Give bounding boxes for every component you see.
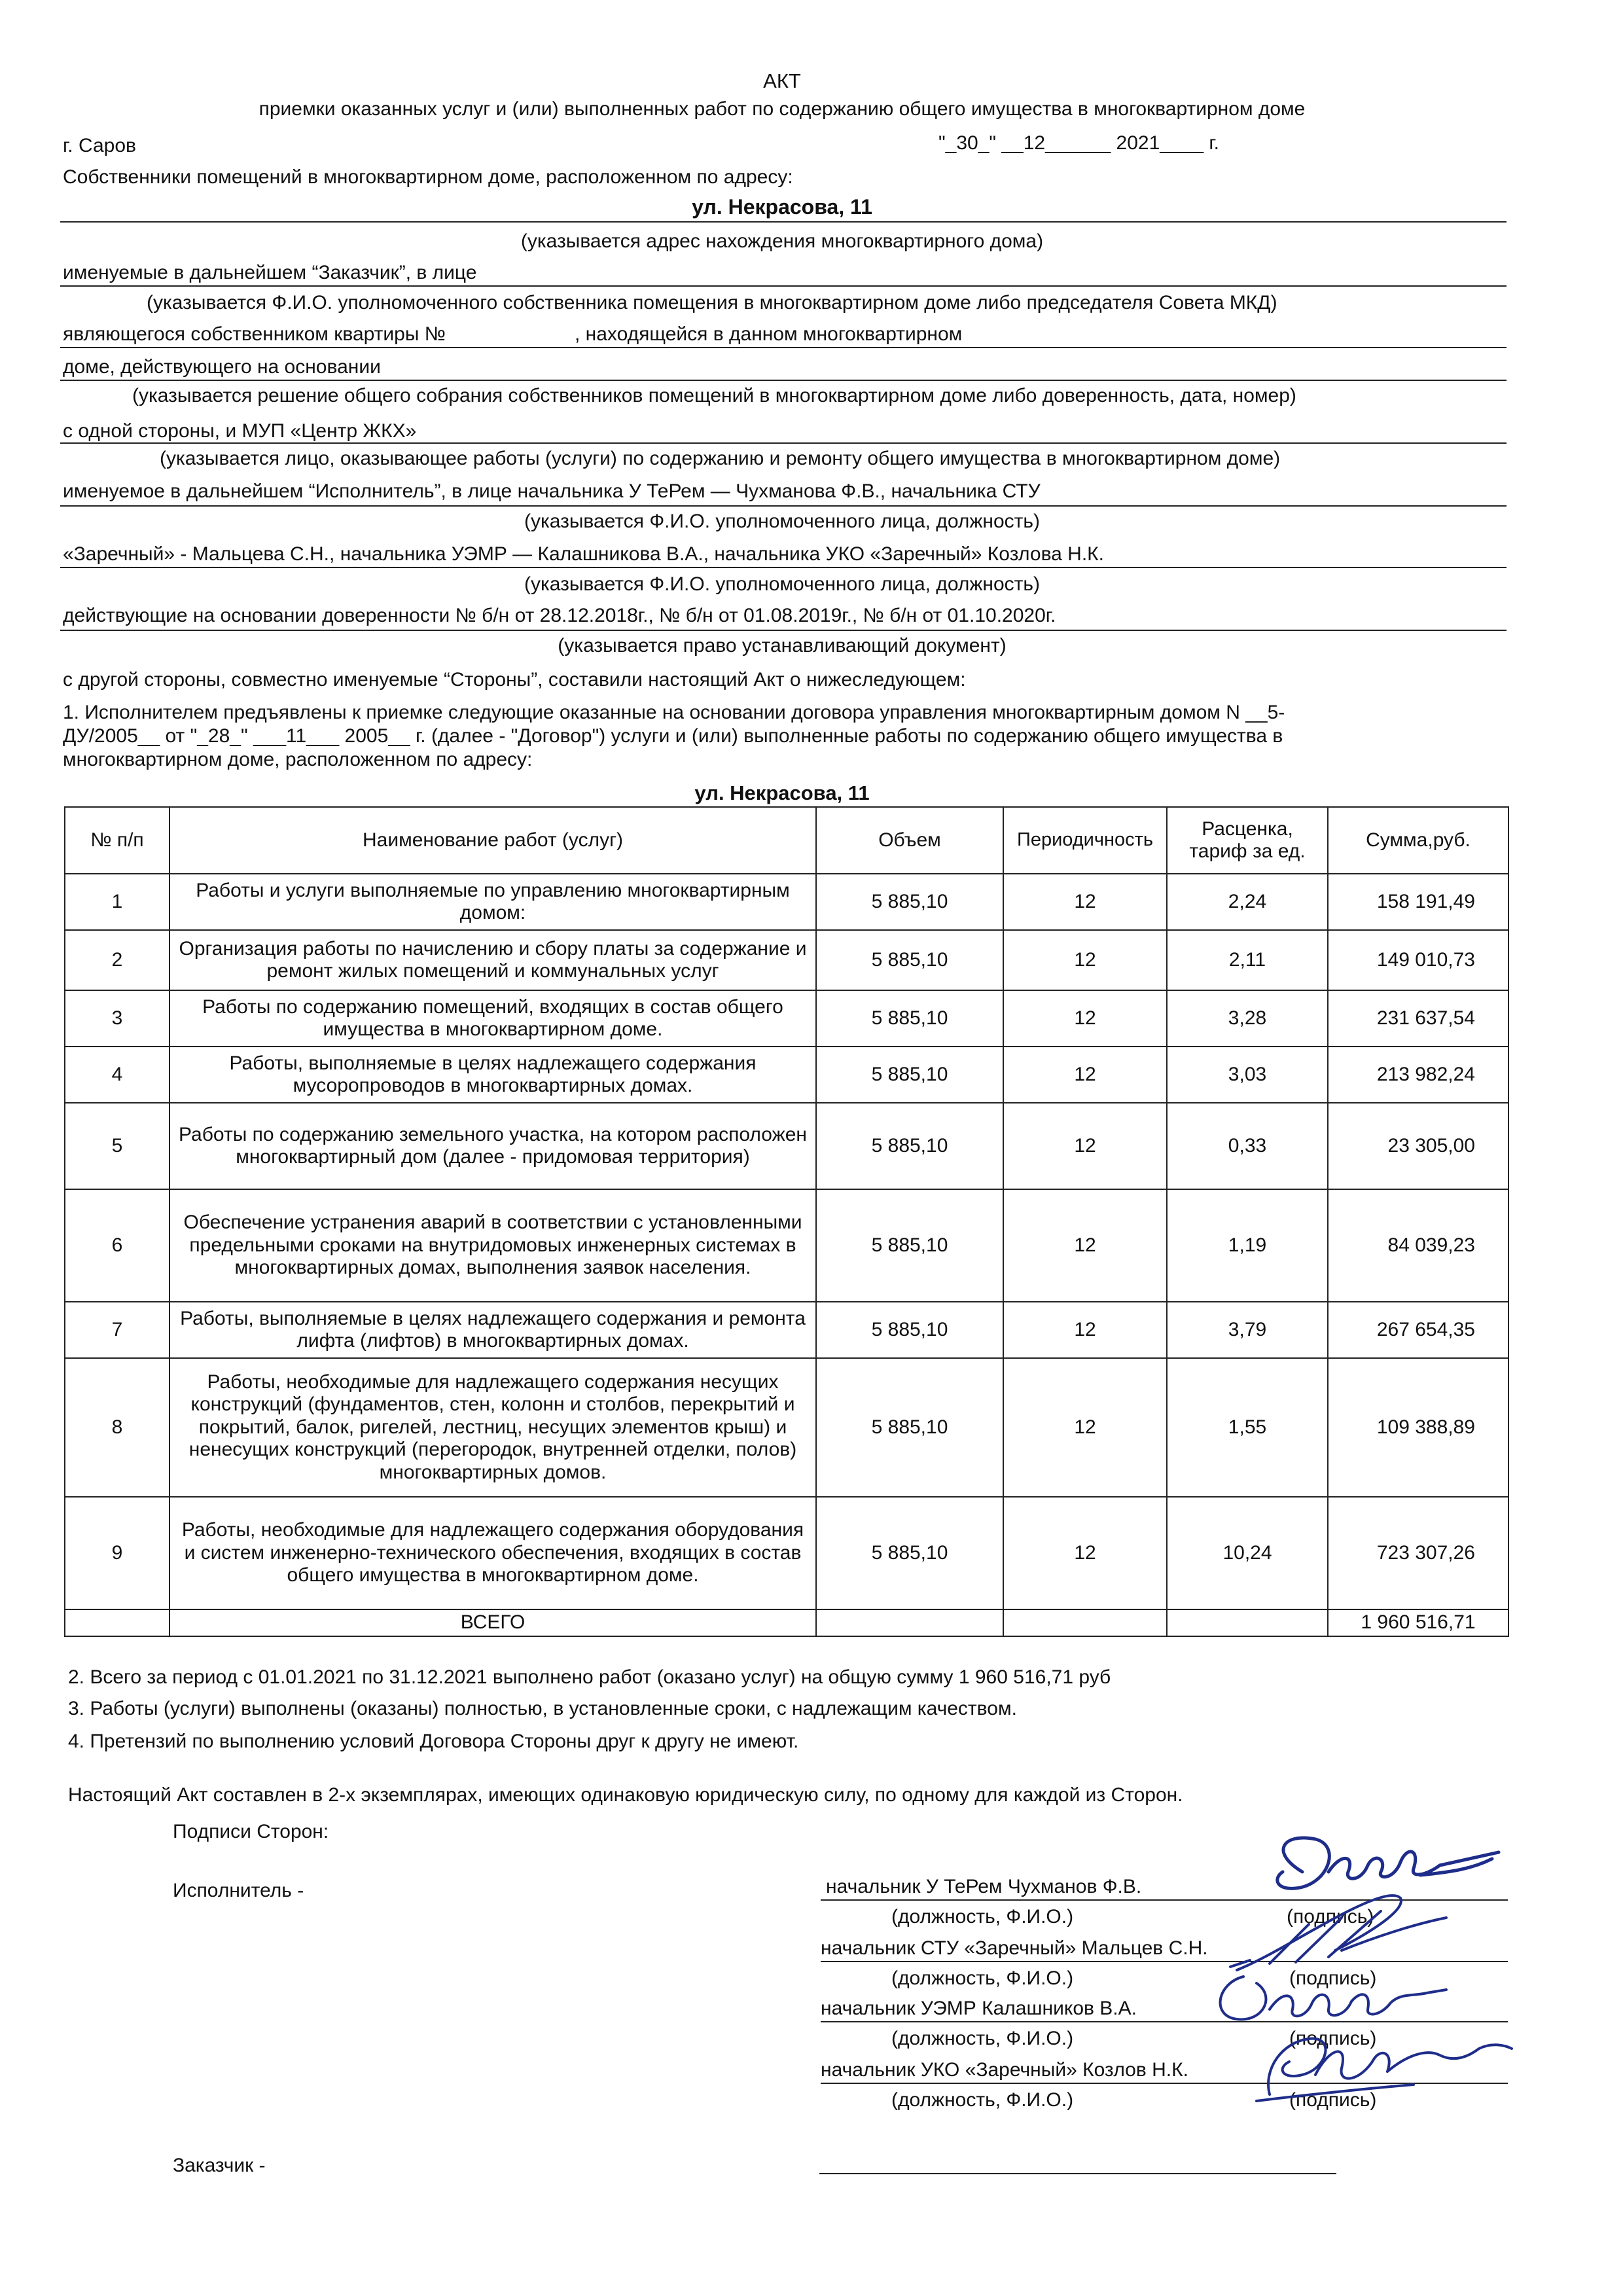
copies-note: Настоящий Акт составлен в 2-х экземплярах, имеющих одинаковую юридическую силу, по одному для каждой из Сторон. — [68, 1784, 1183, 1806]
row-rate: 1,19 — [1167, 1189, 1328, 1302]
owners-intro: Собственники помещений в многоквартирном доме, расположенном по адресу: — [63, 166, 793, 188]
row-num: 7 — [65, 1302, 169, 1358]
signer-2: начальник СТУ «Заречный» Мальцев С.Н. — [821, 1937, 1208, 1959]
col-volume-header: Объем — [816, 807, 1003, 874]
row-volume: 5 885,10 — [816, 930, 1003, 990]
divider — [60, 347, 1507, 348]
row-name: Работы, необходимые для надлежащего содержания несущих конструкций (фундаментов, стен, колонн и столбов, перекрытий и покрытий, балок, ригелей, лестниц, несущих элементов крыш) и ненесущих конструкций (перегородок, внутренней отделки, полов) многоквартирных домов. — [169, 1358, 816, 1497]
table-row — [65, 1358, 1508, 1497]
row-volume: 5 885,10 — [816, 1189, 1003, 1302]
signer-4: начальник УКО «Заречный» Козлов Н.К. — [821, 2059, 1188, 2081]
customer-line: именуемые в дальнейшем “Заказчик”, в лице — [63, 262, 477, 283]
row-period: 12 — [1003, 1302, 1167, 1358]
row-name: Обеспечение устранения аварий в соответствии с установленными предельными сроками на внутридомовых инженерных системах в многоквартирных домах, выполнения заявок населения. — [169, 1189, 816, 1302]
table-row — [65, 930, 1508, 990]
clause1-line3: многоквартирном доме, расположенном по адресу: — [63, 749, 533, 770]
signer-1: начальник У ТеРем Чухманов Ф.В. — [826, 1876, 1142, 1897]
row-num: 3 — [65, 990, 169, 1047]
row-name: Работы, необходимые для надлежащего содержания оборудования и систем инженерно-технического обеспечения, входящих в состав общего имущества в многоквартирном доме. — [169, 1497, 816, 1609]
row-period: 12 — [1003, 1189, 1167, 1302]
hint-fio-1: (указывается Ф.И.О. уполномоченного лица, должность) — [524, 511, 1041, 532]
row-volume: 5 885,10 — [816, 874, 1003, 930]
signature-hint: (подпись) — [1289, 2028, 1377, 2049]
customer-signature-line — [819, 2173, 1336, 2174]
signature-hint: (подпись) — [1289, 2089, 1377, 2111]
table-row — [65, 874, 1508, 930]
divider — [60, 505, 1507, 507]
row-rate: 10,24 — [1167, 1497, 1328, 1609]
located-in-house: , находящейся в данном многоквартирном — [575, 323, 963, 345]
divider — [60, 630, 1507, 631]
divider — [60, 285, 1507, 287]
row-num: 5 — [65, 1103, 169, 1189]
row-rate: 2,24 — [1167, 874, 1328, 930]
house-basis: доме, действующего на основании — [63, 356, 381, 378]
row-sum: 231 637,54 — [1328, 990, 1508, 1047]
signature-hint: (подпись) — [1287, 1906, 1374, 1928]
position-hint: (должность, Ф.И.О.) — [891, 2089, 1074, 2111]
row-name: Работы, выполняемые в целях надлежащего содержания мусоропроводов в многоквартирных домах. — [169, 1047, 816, 1103]
executor-label: Исполнитель - — [173, 1880, 304, 1901]
row-sum: 213 982,24 — [1328, 1047, 1508, 1103]
row-sum: 109 388,89 — [1328, 1358, 1508, 1497]
table-row — [65, 1497, 1508, 1609]
row-sum: 149 010,73 — [1328, 930, 1508, 990]
col-rate-header: Расценка, тариф за ед. — [1167, 807, 1328, 874]
position-hint: (должность, Ф.И.О.) — [891, 2028, 1074, 2049]
clause-2: 2. Всего за период с 01.01.2021 по 31.12.2021 выполнено работ (оказано услуг) на общую сумму 1 960 516,71 руб — [68, 1666, 1111, 1688]
row-rate: 3,28 — [1167, 990, 1328, 1047]
hint-fio-2: (указывается Ф.И.О. уполномоченного лица, должность) — [524, 573, 1041, 595]
act-title: АКТ — [763, 69, 801, 92]
row-rate: 1,55 — [1167, 1358, 1328, 1497]
row-period: 12 — [1003, 874, 1167, 930]
clause1-line1: 1. Исполнителем предъявлены к приемке следующие оказанные на основании договора управления многоквартирным домом N __5- — [63, 702, 1285, 723]
table-row — [65, 1302, 1508, 1358]
table-address: ул. Некрасова, 11 — [694, 781, 870, 804]
hint-right: (указывается право устанавливающий документ) — [558, 635, 1007, 656]
contractor-line: именуемое в дальнейшем “Исполнитель”, в лице начальника У ТеРем — Чухманова Ф.В., начальника СТУ — [63, 480, 1041, 502]
row-volume: 5 885,10 — [816, 1103, 1003, 1189]
row-name: Работы по содержанию помещений, входящих в состав общего имущества в многоквартирном доме. — [169, 990, 816, 1047]
total-empty-cell — [816, 1609, 1003, 1636]
power-of-attorney: действующие на основании доверенности № б/н от 28.12.2018г., № б/н от 01.08.2019г., № б/н от 01.10.2020г. — [63, 605, 1056, 626]
owner-apartment: являющегося собственником квартиры № — [63, 323, 446, 345]
table-row — [65, 990, 1508, 1047]
row-sum: 723 307,26 — [1328, 1497, 1508, 1609]
table-row — [65, 1189, 1508, 1302]
row-volume: 5 885,10 — [816, 1358, 1003, 1497]
row-volume: 5 885,10 — [816, 1497, 1003, 1609]
row-period: 12 — [1003, 1103, 1167, 1189]
city: г. Саров — [63, 135, 136, 156]
row-name: Работы по содержанию земельного участка, на котором расположен многоквартирный дом (далее - придомовая территория) — [169, 1103, 816, 1189]
table-header-row — [65, 807, 1508, 874]
row-rate: 2,11 — [1167, 930, 1328, 990]
row-period: 12 — [1003, 930, 1167, 990]
house-address: ул. Некрасова, 11 — [692, 195, 872, 219]
row-name: Организация работы по начислению и сбору платы за содержание и ремонт жилых помещений и коммунальных услуг — [169, 930, 816, 990]
row-period: 12 — [1003, 990, 1167, 1047]
row-num: 2 — [65, 930, 169, 990]
customer-label: Заказчик - — [173, 2155, 266, 2176]
clause1-line2: ДУ/2005__ от "_28_" ___11___ 2005__ г. (далее - "Договор") услуги и (или) выполненные работы по содержанию общего имущества в — [63, 725, 1283, 747]
row-num: 8 — [65, 1358, 169, 1497]
position-hint: (должность, Ф.И.О.) — [891, 1967, 1074, 1989]
row-num: 6 — [65, 1189, 169, 1302]
row-volume: 5 885,10 — [816, 1302, 1003, 1358]
other-side: с другой стороны, совместно именуемые “Стороны”, составили настоящий Акт о нижеследующем: — [63, 669, 966, 691]
signature-hint: (подпись) — [1289, 1967, 1377, 1989]
signature-4-mark — [1243, 2022, 1518, 2108]
row-period: 12 — [1003, 1047, 1167, 1103]
row-rate: 0,33 — [1167, 1103, 1328, 1189]
row-volume: 5 885,10 — [816, 1047, 1003, 1103]
hint-address: (указывается адрес нахождения многоквартирного дома) — [520, 230, 1044, 252]
works-table — [64, 806, 1509, 1637]
signer-3: начальник УЭМР Калашников В.А. — [821, 1998, 1137, 2019]
row-period: 12 — [1003, 1497, 1167, 1609]
row-period: 12 — [1003, 1358, 1167, 1497]
hint-contractor: (указывается лицо, оказывающее работы (услуги) по содержанию и ремонту общего имущества в многоквартирном доме) — [160, 448, 1281, 469]
total-sum: 1 960 516,71 — [1328, 1609, 1508, 1636]
col-period-header: Периодичность — [1003, 807, 1167, 874]
hint-basis: (указывается решение общего собрания собственников помещений в многоквартирном доме либо доверенность, дата, номер) — [132, 385, 1296, 406]
position-hint: (должность, Ф.И.О.) — [891, 1906, 1074, 1928]
hint-customer: (указывается Ф.И.О. уполномоченного собственника помещения в многоквартирном доме либо председателя Совета МКД) — [147, 292, 1277, 314]
row-sum: 23 305,00 — [1328, 1103, 1508, 1189]
col-name-header: Наименование работ (услуг) — [169, 807, 816, 874]
row-name: Работы и услуги выполняемые по управлению многоквартирным домом: — [169, 874, 816, 930]
row-name: Работы, выполняемые в целях надлежащего содержания и ремонта лифта (лифтов) в многоквартирных домах. — [169, 1302, 816, 1358]
row-rate: 3,03 — [1167, 1047, 1328, 1103]
row-num: 9 — [65, 1497, 169, 1609]
row-sum: 158 191,49 — [1328, 874, 1508, 930]
total-empty-cell — [65, 1609, 169, 1636]
contractor-line-2: «Заречный» - Мальцева С.Н., начальника УЭМР — Калашникова В.А., начальника УКО «Заречный» Козлова Н.К. — [63, 543, 1104, 565]
col-sum-header: Сумма,руб. — [1328, 807, 1508, 874]
one-side: с одной стороны, и МУП «Центр ЖКХ» — [63, 420, 417, 442]
total-empty-cell — [1167, 1609, 1328, 1636]
divider — [60, 221, 1507, 223]
row-sum: 267 654,35 — [1328, 1302, 1508, 1358]
act-subtitle: приемки оказанных услуг и (или) выполненных работ по содержанию общего имущества в многоквартирном доме — [259, 98, 1306, 120]
row-sum: 84 039,23 — [1328, 1189, 1508, 1302]
col-num-header: № п/п — [65, 807, 169, 874]
row-num: 4 — [65, 1047, 169, 1103]
divider — [60, 567, 1507, 568]
table-row — [65, 1047, 1508, 1103]
row-volume: 5 885,10 — [816, 990, 1003, 1047]
row-rate: 3,79 — [1167, 1302, 1328, 1358]
row-num: 1 — [65, 874, 169, 930]
clause-3: 3. Работы (услуги) выполнены (оказаны) полностью, в установленные сроки, с надлежащим качеством. — [68, 1698, 1017, 1719]
table-row — [65, 1103, 1508, 1189]
total-empty-cell — [1003, 1609, 1167, 1636]
divider — [60, 442, 1507, 444]
total-label: ВСЕГО — [169, 1609, 816, 1636]
table-total-row — [65, 1609, 1508, 1636]
clause-4: 4. Претензий по выполнению условий Договора Стороны друг к другу не имеют. — [68, 1731, 799, 1752]
act-date: "_30_" __12______ 2021____ г. — [938, 132, 1219, 154]
divider — [60, 380, 1507, 381]
signatures-heading: Подписи Сторон: — [173, 1821, 329, 1842]
